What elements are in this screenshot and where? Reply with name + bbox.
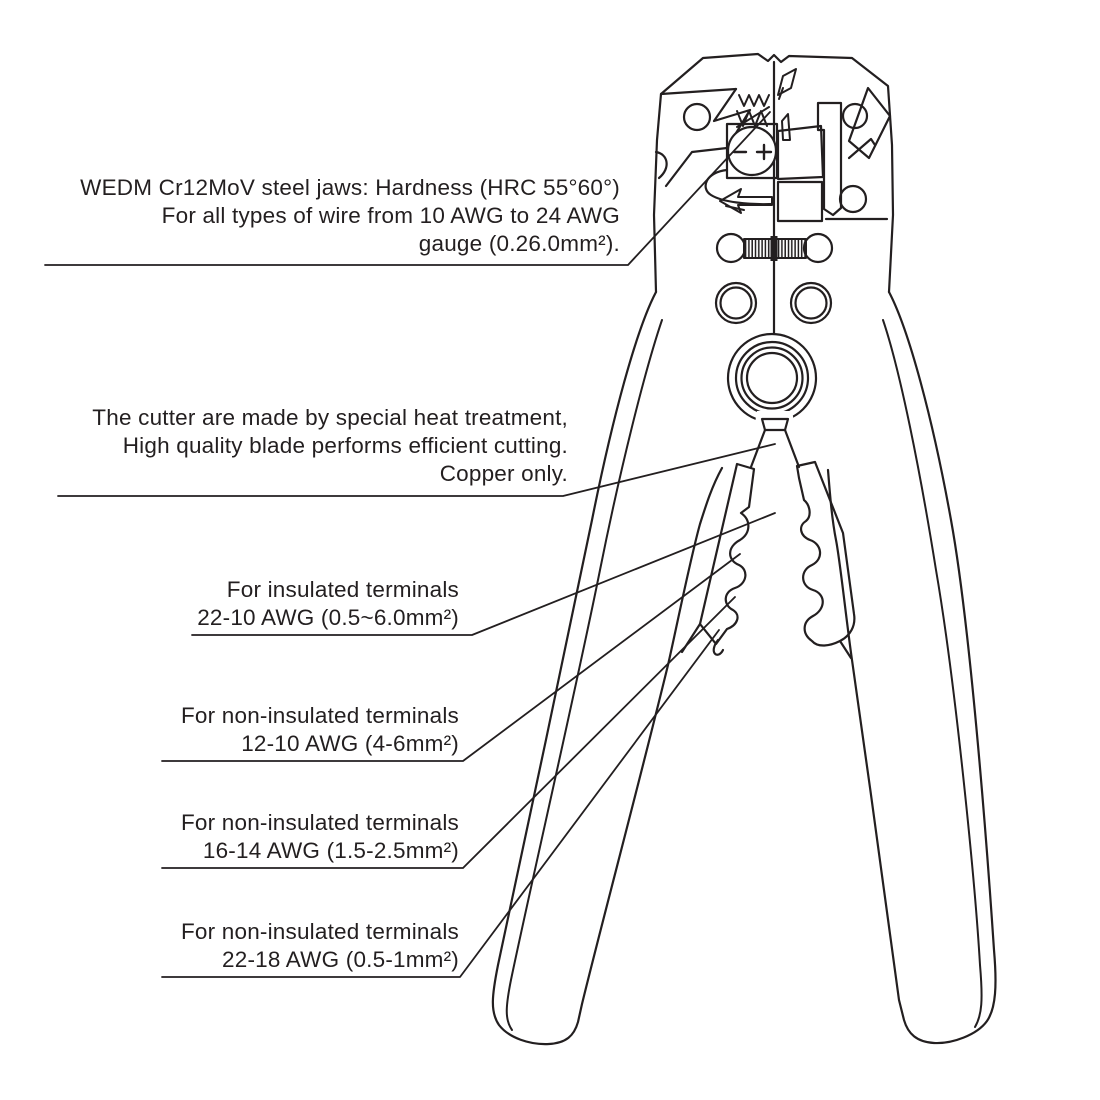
right-handle xyxy=(828,292,996,1043)
annotation-line: Copper only. xyxy=(439,461,568,486)
bolt-hole-mid-right xyxy=(840,186,866,212)
annotation-insulated-terminals xyxy=(197,576,459,632)
return-spring xyxy=(717,234,832,262)
annotation-line: For non-insulated terminals xyxy=(180,919,459,944)
left-crimp-die xyxy=(700,464,754,644)
annotation-line: gauge (0.26.0mm²). xyxy=(418,231,620,256)
annotation-line: 22-18 AWG (0.5-1mm²) xyxy=(222,947,459,972)
gripper-teeth xyxy=(737,95,769,127)
annotation-non-insulated-16-14 xyxy=(181,809,459,865)
tool-head xyxy=(654,54,893,334)
annotation-line: For insulated terminals xyxy=(226,577,459,602)
annotation-line: For non-insulated terminals xyxy=(180,810,459,835)
annotation-line: 16-14 AWG (1.5-2.5mm²) xyxy=(202,838,459,863)
pivot-bolt xyxy=(728,334,816,470)
annotation-line: 22-10 AWG (0.5~6.0mm²) xyxy=(197,605,459,630)
annotation-line: The cutter are made by special heat treatment, xyxy=(92,405,568,430)
annotation-line: WEDM Cr12MoV steel jaws: Hardness (HRC 55°60°) xyxy=(80,175,620,200)
crimp-jaws xyxy=(682,462,854,658)
annotation-cutter xyxy=(92,404,568,488)
annotation-line: 12-10 AWG (4-6mm²) xyxy=(241,731,459,756)
annotation-non-insulated-22-18 xyxy=(181,918,459,974)
annotation-steel-jaws xyxy=(80,174,620,258)
annotation-line: For non-insulated terminals xyxy=(180,703,459,728)
right-plates xyxy=(778,88,890,221)
annotation-line: For all types of wire from 10 AWG to 24 AWG xyxy=(161,203,620,228)
annotation-line: High quality blade performs efficient cutting. xyxy=(122,433,568,458)
bolt-hole-top-left xyxy=(684,104,710,130)
annotation-non-insulated-12-10 xyxy=(181,702,459,758)
